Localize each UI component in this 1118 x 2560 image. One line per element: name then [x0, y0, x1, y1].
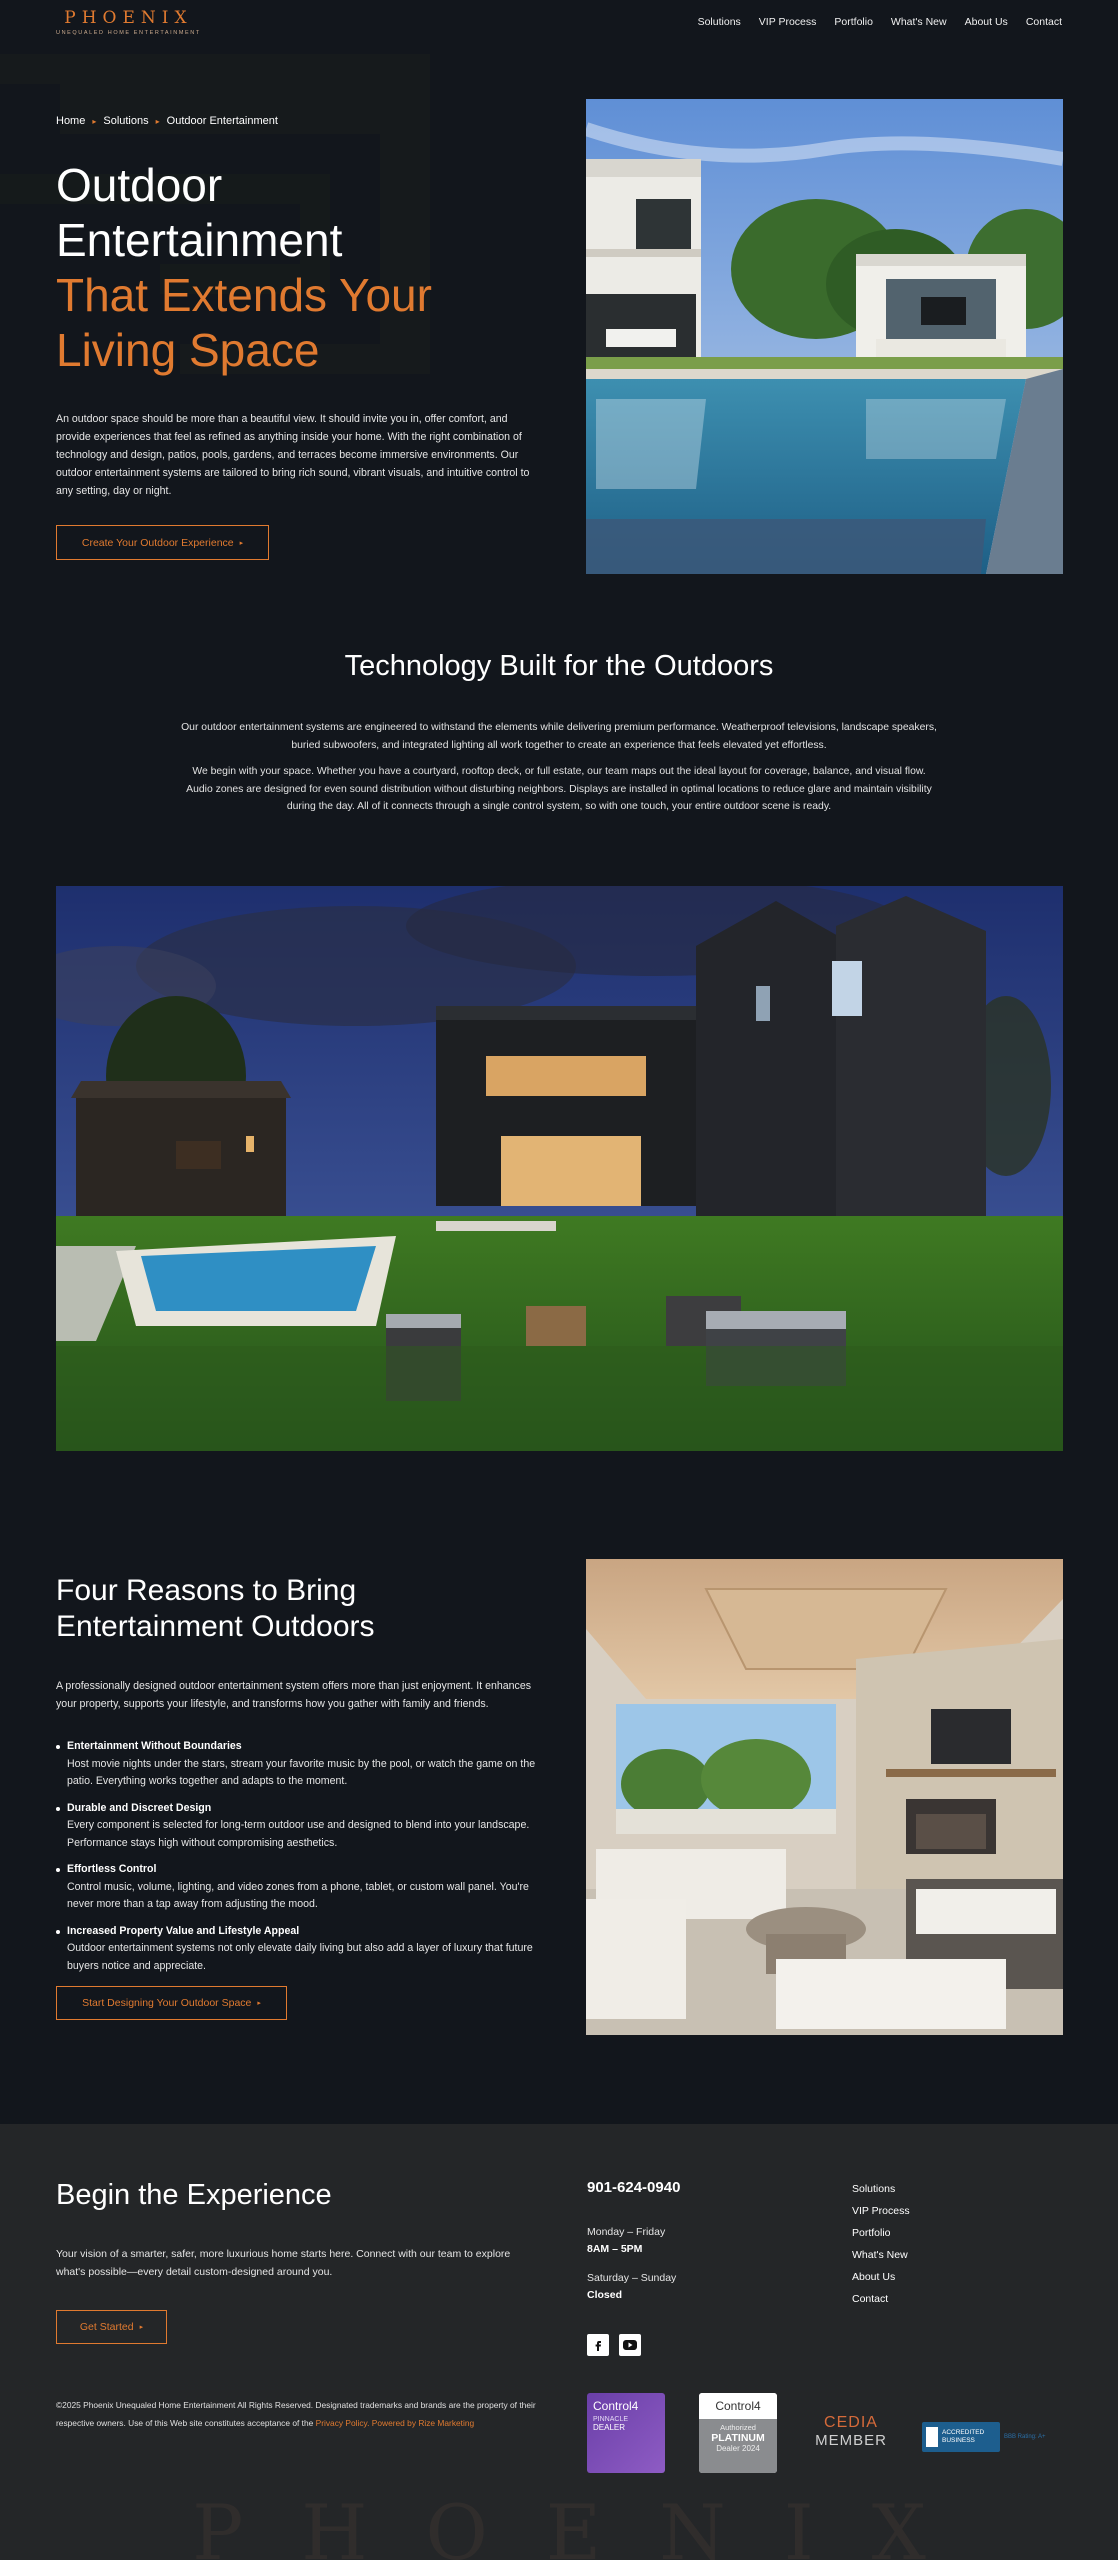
badge-line-2: PLATINUM — [711, 2432, 765, 2444]
chevron-right-icon: ▸ — [139, 2324, 144, 2331]
hero-pool-image — [586, 99, 1063, 574]
badge-brand: Control4 — [593, 2399, 639, 2413]
title-line-2: Entertainment — [56, 214, 343, 266]
reason-title: Increased Property Value and Lifestyle Appeal — [67, 1924, 300, 1937]
footer-description: Your vision of a smarter, safer, more luxurious home starts here. Connect with our team to explore what's possible—every detail custom-designed around you. — [56, 2248, 511, 2278]
footer-link-vip-process[interactable]: VIP Process — [852, 2205, 910, 2217]
badge-line-1: ACCREDITED — [942, 2429, 985, 2436]
nav-vip-process[interactable]: VIP Process — [758, 16, 817, 28]
weekday-time: 8AM – 5PM — [587, 2243, 643, 2255]
cedia-member-badge — [811, 2414, 891, 2454]
badge-line-2: BUSINESS — [942, 2437, 975, 2444]
nav-portfolio[interactable]: Portfolio — [834, 16, 873, 28]
create-experience-button[interactable] — [56, 525, 269, 560]
copyright-body: ©2025 Phoenix Unequaled Home Entertainment All Rights Reserved. Designated trademarks and brands are the property of their respective owners. Use of this Web site constitutes acceptance of the — [56, 2400, 536, 2428]
bbb-accredited-badge — [922, 2421, 1063, 2453]
weekday-label: Monday – Friday — [587, 2226, 666, 2238]
badge-line-1: PINNACLE — [593, 2416, 629, 2423]
reason-text: Outdoor entertainment systems not only elevate daily living but also add a layer of luxury that future buyers notice and appreciate. — [67, 1942, 533, 1972]
tech-paragraph-2: We begin with your space. Whether you have a courtyard, rooftop deck, or full estate, our team maps out the ideal layout for coverage, balance, and visual flow. Audio zones are designed for even sound distribution without disturbing neighbors. Displays are installed in optimal locations to reduce glare and maintain visibility during the day. All of it connects through a single control system, so with one touch, your entire outdoor scene is ready. — [186, 766, 932, 812]
site-footer — [0, 2124, 1118, 2560]
bbb-torch-icon — [926, 2427, 938, 2447]
reason-title: Effortless Control — [67, 1863, 157, 1875]
reasons-intro: A professionally designed outdoor entertainment system offers more than just enjoyment. It enhances your property, supports your lifestyle, and transforms how you gather with family and friends. — [56, 1680, 532, 1710]
control4-platinum-badge — [699, 2393, 777, 2473]
youtube-icon[interactable] — [619, 2334, 641, 2356]
copyright-text: ©2025 Phoenix Unequaled Home Entertainment All Rights Reserved. Designated trademarks and brands are the property of their respective owners. Use of this Web site constitutes acceptance of the Privacy Policy. Powered by Rize Marketing — [56, 2400, 536, 2428]
breadcrumb-solutions[interactable]: Solutions — [103, 115, 149, 127]
badge-brand: CEDIA — [824, 2414, 878, 2431]
list-item — [56, 1800, 536, 1853]
logo[interactable] — [56, 8, 201, 36]
badge-line-1: Authorized — [720, 2423, 756, 2432]
reason-text: Control music, volume, lighting, and video zones from a phone, tablet, or custom wall panel. You're never more than a tap away from adjusting the mood. — [67, 1880, 529, 1910]
tech-paragraph-1: Our outdoor entertainment systems are engineered to withstand the elements while delivering premium performance. Weatherproof televisions, landscape speakers, buried subwoofers, and integrated lighting all work together to create an experience that feels elevated yet effortless. — [181, 722, 937, 751]
list-item — [56, 1861, 536, 1914]
weekend-time: Closed — [587, 2289, 623, 2301]
reasons-section-title: Four Reasons to Bring Entertainment Outdoors — [56, 1574, 375, 1643]
list-item — [56, 1923, 536, 1976]
powered-by-link[interactable]: Powered by Rize Marketing — [371, 2418, 475, 2428]
footer-link-solutions[interactable]: Solutions — [852, 2183, 896, 2195]
main-nav — [698, 16, 1062, 28]
breadcrumb — [56, 115, 278, 127]
chevron-right-icon: ▸ — [257, 2000, 261, 2007]
weekday-hours — [587, 2224, 665, 2258]
title-line-1: Outdoor — [56, 159, 223, 211]
list-item — [56, 1738, 536, 1791]
start-designing-button[interactable] — [56, 1986, 287, 2020]
facebook-icon[interactable] — [587, 2334, 609, 2356]
footer-link-portfolio[interactable]: Portfolio — [852, 2227, 891, 2239]
site-header — [0, 0, 1118, 44]
footer-watermark: PHOENIX — [192, 2488, 984, 2560]
badge-line-2: DEALER — [593, 2423, 626, 2432]
breadcrumb-home[interactable]: Home — [56, 115, 86, 127]
logo-wordmark: PHOENIX — [64, 8, 193, 28]
nav-solutions[interactable]: Solutions — [697, 16, 741, 28]
control4-pinnacle-badge — [587, 2393, 665, 2473]
button-label: Start Designing Your Outdoor Space — [82, 1997, 252, 2009]
weekend-hours — [587, 2270, 676, 2304]
nav-whats-new[interactable]: What's New — [890, 16, 947, 28]
badge-line-3: Dealer 2024 — [716, 2444, 760, 2453]
chevron-right-icon: ▸ — [92, 116, 97, 126]
footer-nav — [852, 2178, 910, 2310]
reason-title: Entertainment Without Boundaries — [67, 1740, 242, 1752]
logo-tagline: UNEQUALED HOME ENTERTAINMENT — [56, 30, 201, 36]
reasons-list — [56, 1738, 536, 1984]
reason-title: Durable and Discreet Design — [67, 1801, 212, 1814]
button-label: Create Your Outdoor Experience — [81, 536, 234, 549]
covered-patio-image — [586, 1559, 1063, 2035]
tech-section-title: Technology Built for the Outdoors — [344, 650, 774, 682]
breadcrumb-current: Outdoor Entertainment — [166, 115, 278, 127]
page-title — [56, 158, 526, 378]
phone-link[interactable]: 901-624-0940 — [587, 2179, 681, 2196]
bbb-rating: BBB Rating: A+ — [1004, 2434, 1046, 2440]
reason-text: Host movie nights under the stars, stream your favorite music by the pool, or watch the game on the patio. Everything works together and adapts to the moment. — [67, 1757, 536, 1787]
badge-line-1: MEMBER — [815, 2432, 887, 2449]
hero-description: An outdoor space should be more than a beautiful view. It should invite you in, offer comfort, and provide experiences that feel as refined as anything inside your home. With the right combination of technology and design, patios, pools, gardens, and terraces become immersive environments. Our outdoor entertainment systems are tailored to bring rich sound, vibrant visuals, and intuitive control to any setting, day or night. — [56, 413, 530, 497]
badge-brand: Control4 — [699, 2393, 777, 2419]
nav-contact[interactable]: Contact — [1025, 16, 1062, 28]
get-started-button[interactable] — [56, 2310, 167, 2344]
title-accent-line-2: Living Space — [56, 324, 320, 376]
title-accent-line-1: That Extends Your — [56, 269, 432, 321]
button-label: Get Started — [79, 2321, 134, 2333]
privacy-policy-link[interactable]: Privacy Policy — [315, 2418, 368, 2428]
footer-link-about-us[interactable]: About Us — [852, 2271, 896, 2283]
nav-about-us[interactable]: About Us — [964, 16, 1008, 28]
chevron-right-icon: ▸ — [155, 116, 160, 126]
footer-title: Begin the Experience — [56, 2179, 332, 2211]
weekend-label: Saturday – Sunday — [587, 2272, 677, 2284]
reason-text: Every component is selected for long-term outdoor use and designed to blend into your landscape. Performance stays high without compromising aesthetics. — [67, 1819, 530, 1849]
footer-link-contact[interactable]: Contact — [852, 2293, 889, 2305]
chevron-right-icon: ▸ — [239, 539, 244, 547]
footer-link-whats-new[interactable]: What's New — [852, 2249, 908, 2261]
dusk-house-image — [56, 886, 1063, 1451]
